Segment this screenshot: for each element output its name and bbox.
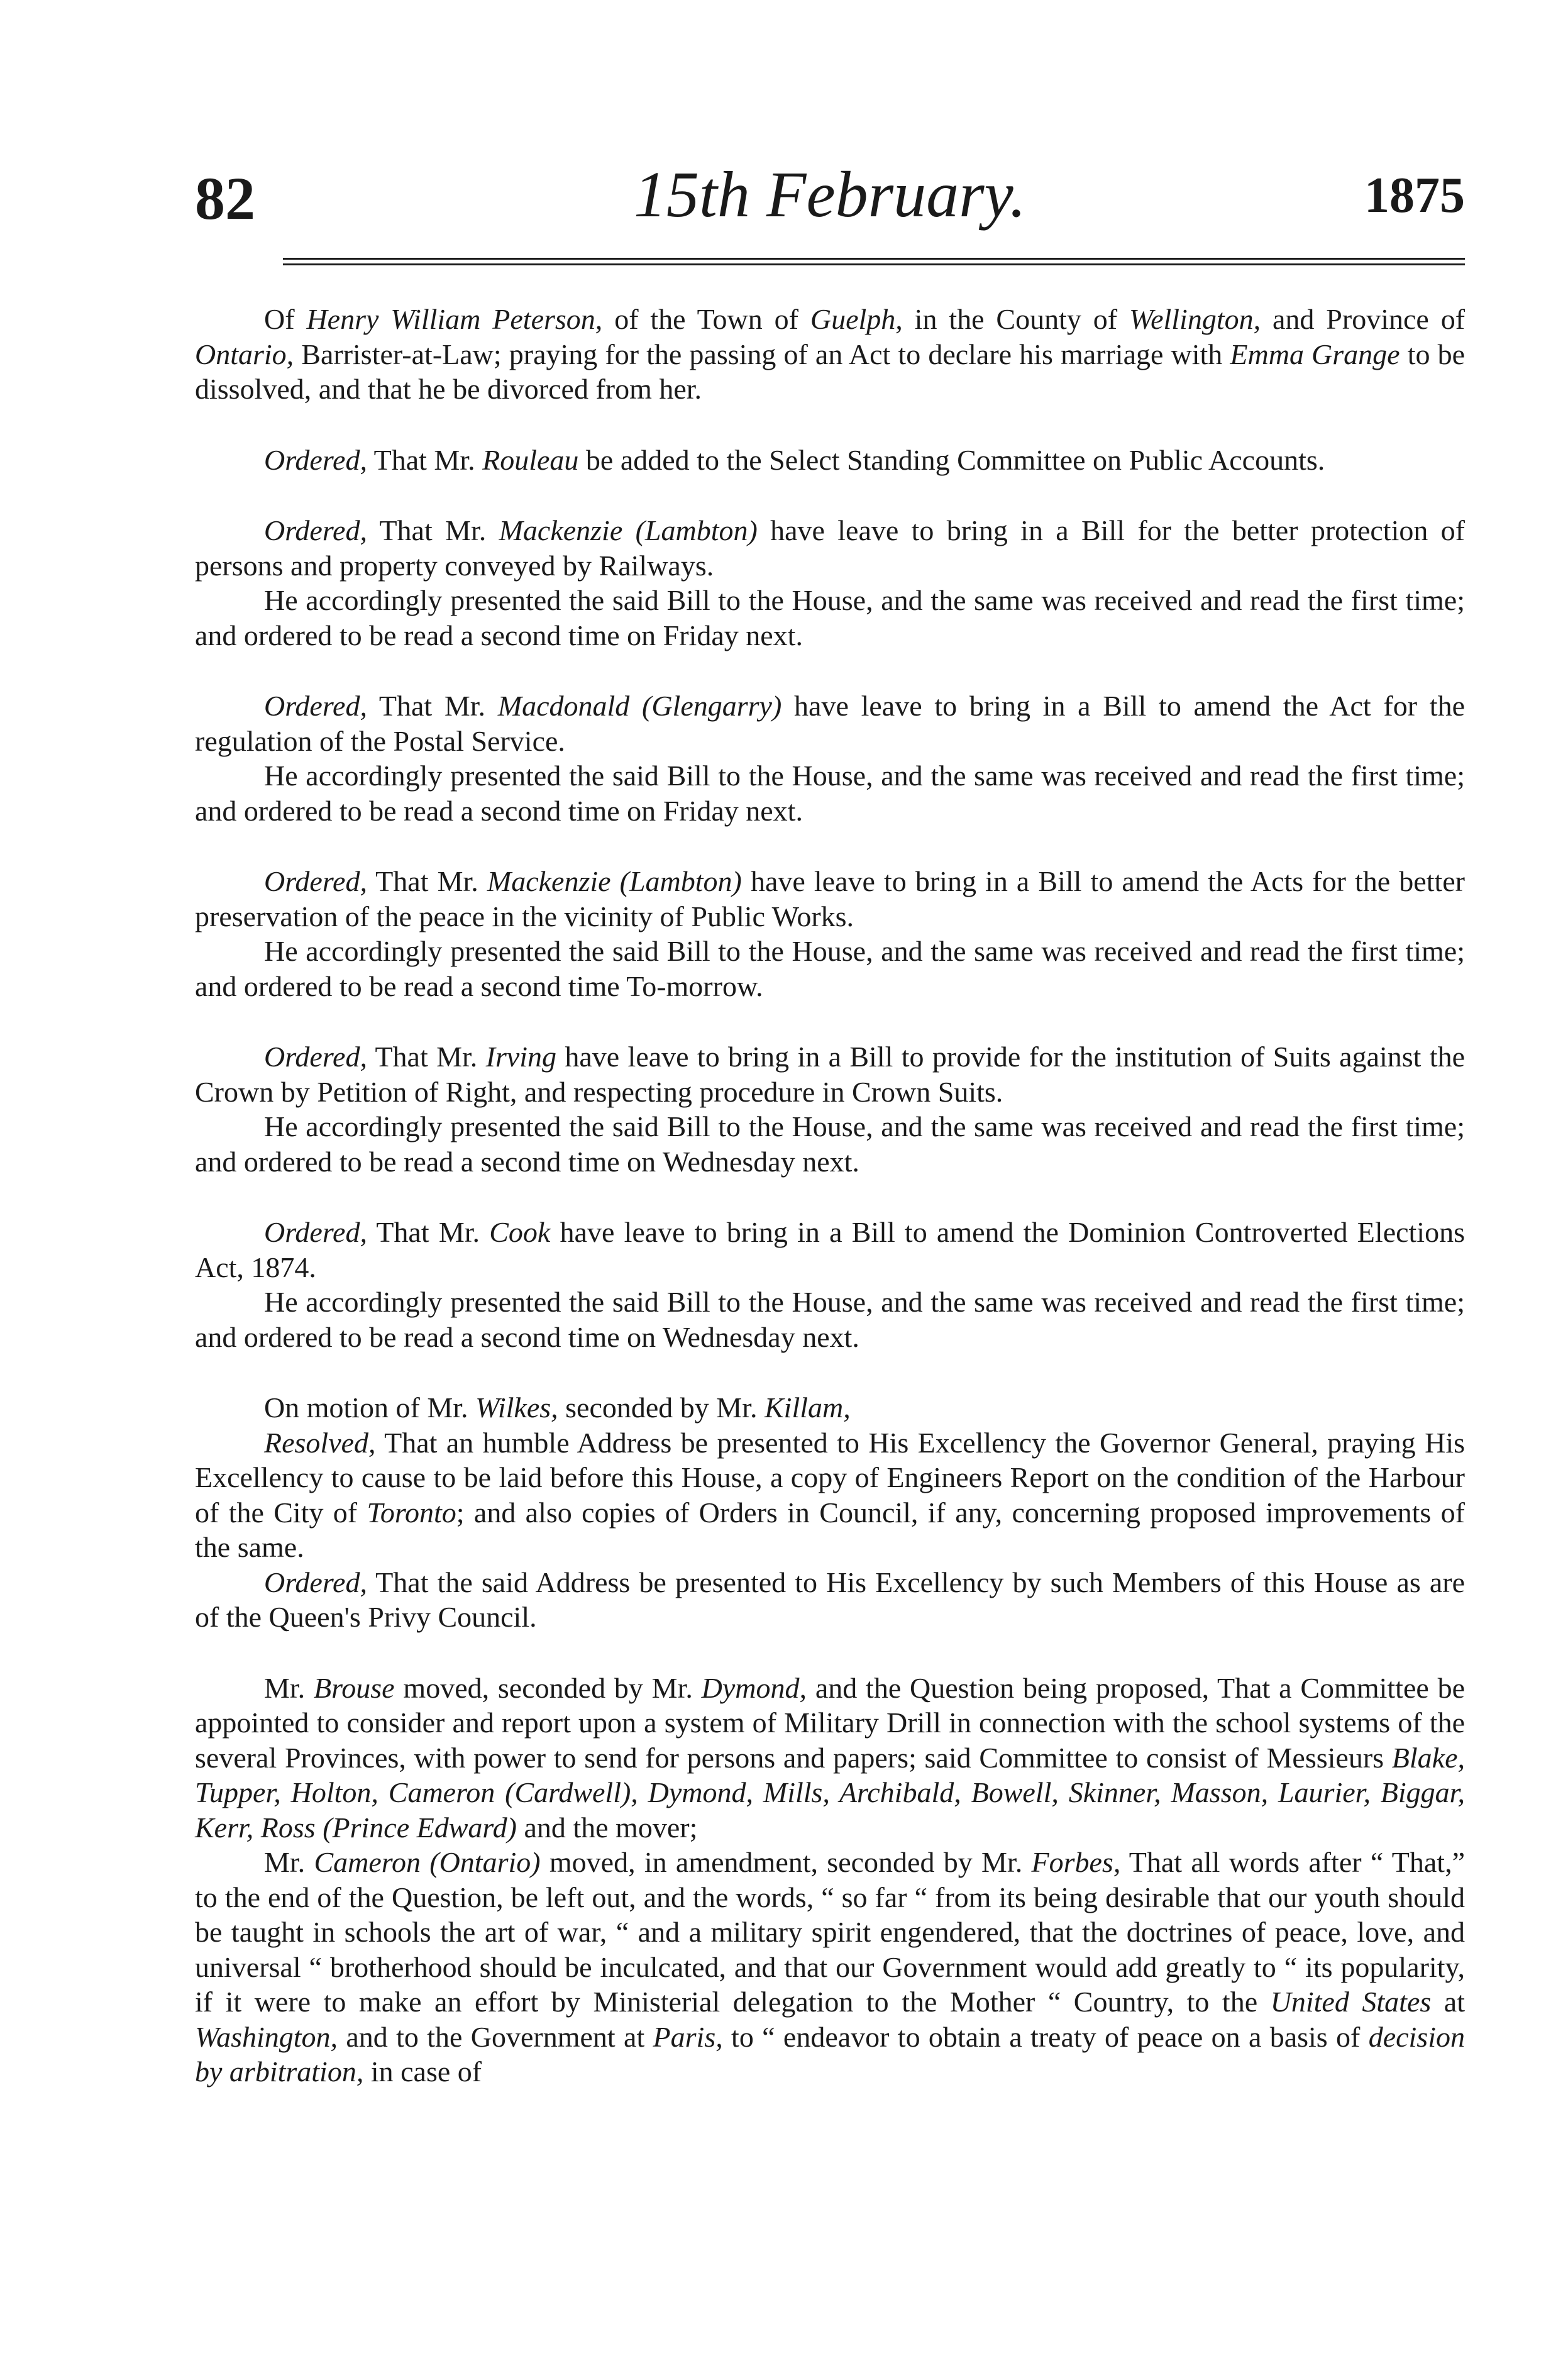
entry-bill-crown-suits xyxy=(195,1039,1465,1179)
entry-order-rouleau xyxy=(195,443,1465,478)
entry-paragraph: On motion of Mr. Wilkes, seconded by Mr. Killam, xyxy=(264,1391,851,1424)
journal-body xyxy=(195,302,1465,2089)
entry-paragraph: He accordingly presented the said Bill to the House, and the same was received and read the first time; and ordered to be read a second time on Wednesday next. xyxy=(195,1110,1465,1178)
running-head xyxy=(195,157,1465,252)
entry-bill-elections xyxy=(195,1215,1465,1354)
entry-paragraph: Ordered, That Mr. Irving have leave to bring in a Bill to provide for the institution of Suits against the Crown by Petition of Right, and respecting procedure in Crown Suits. xyxy=(195,1041,1465,1108)
entry-military-drill xyxy=(195,1671,1465,2089)
page-year: 1875 xyxy=(1364,168,1465,223)
entry-paragraph: Ordered, That the said Address be presented to His Excellency by such Members of this House as are of the Queen's Privy Council. xyxy=(195,1566,1465,1633)
entry-paragraph: Ordered, That Mr. Cook have leave to bring in a Bill to amend the Dominion Controverted Elections Act, 1874. xyxy=(195,1216,1465,1283)
entry-paragraph: Of Henry William Peterson, of the Town of Guelph, in the County of Wellington, and Province of Ontario, Barrister-at-Law; praying for the passing of an Act to declare his marriage with Emma Grange to be dissolved, and that he be divorced from her. xyxy=(195,303,1466,405)
entry-bill-public-works xyxy=(195,864,1465,1004)
entry-paragraph: Mr. Cameron (Ontario) moved, in amendment, seconded by Mr. Forbes, That all words after “ That,” to the end of the Question, be left out, and the words, “ so far “ from its being desirable that our youth should be taught in schools the art of war, “ and a military spirit engendered, that the doctrines of peace, love, and universal “ brotherhood should be inculcated, and that our Government would add greatly to “ its popularity, if it were to make an effort by Ministerial delegation to the Mother “ Country, to the United States at Washington, and to the Government at Paris, to “ endeavor to obtain a treaty of peace on a basis of decision by arbitration, in case of xyxy=(195,1846,1465,2088)
entry-paragraph: Ordered, That Mr. Mackenzie (Lambton) have leave to bring in a Bill for the better protection of persons and property conveyed by Railways. xyxy=(195,514,1465,582)
journal-page xyxy=(195,157,1465,2125)
entry-paragraph: He accordingly presented the said Bill to the House, and the same was received and read the first time; and ordered to be read a second time To-morrow. xyxy=(195,935,1465,1002)
entry-paragraph: Resolved, That an humble Address be presented to His Excellency the Governor General, praying His Excellency to cause to be laid before this House, a copy of Engineers Report on the condition of the Harbour of the City of Toronto; and also copies of Orders in Council, if any, concerning proposed improvements of the same. xyxy=(195,1426,1465,1563)
entry-paragraph: He accordingly presented the said Bill to the House, and the same was received and read the first time; and ordered to be read a second time on Friday next. xyxy=(195,760,1465,827)
entry-bill-railways xyxy=(195,513,1465,653)
entry-paragraph: Mr. Brouse moved, seconded by Mr. Dymond, and the Question being proposed, That a Committee be appointed to consider and report upon a system of Military Drill in connection with the school systems of the several Provinces, with power to send for persons and papers; said Committee to consist of Messieurs Blake, Tupper, Holton, Cameron (Cardwell), Dymond, Mills, Archibald, Bowell, Skinner, Masson, Laurier, Biggar, Kerr, Ross (Prince Edward) and the mover; xyxy=(195,1671,1465,1844)
entry-petition-peterson xyxy=(195,302,1465,407)
entry-paragraph: He accordingly presented the said Bill to the House, and the same was received and read the first time; and ordered to be read a second time on Wednesday next. xyxy=(195,1286,1465,1353)
entry-bill-postal xyxy=(195,689,1465,828)
entry-address-toronto-harbour xyxy=(195,1390,1465,1635)
entry-paragraph: Ordered, That Mr. Rouleau be added to the Select Standing Committee on Public Accounts. xyxy=(264,443,1325,476)
header-rule xyxy=(283,258,1465,265)
entry-paragraph: He accordingly presented the said Bill to the House, and the same was received and read the first time; and ordered to be read a second time on Friday next. xyxy=(195,584,1465,651)
page-date: 15th February. xyxy=(634,158,1026,231)
entry-paragraph: Ordered, That Mr. Mackenzie (Lambton) have leave to bring in a Bill to amend the Acts for the better preservation of the peace in the vicinity of Public Works. xyxy=(195,865,1465,932)
page-number: 82 xyxy=(195,165,255,232)
entry-paragraph: Ordered, That Mr. Macdonald (Glengarry) have leave to bring in a Bill to amend the Act for the regulation of the Postal Service. xyxy=(195,690,1465,757)
